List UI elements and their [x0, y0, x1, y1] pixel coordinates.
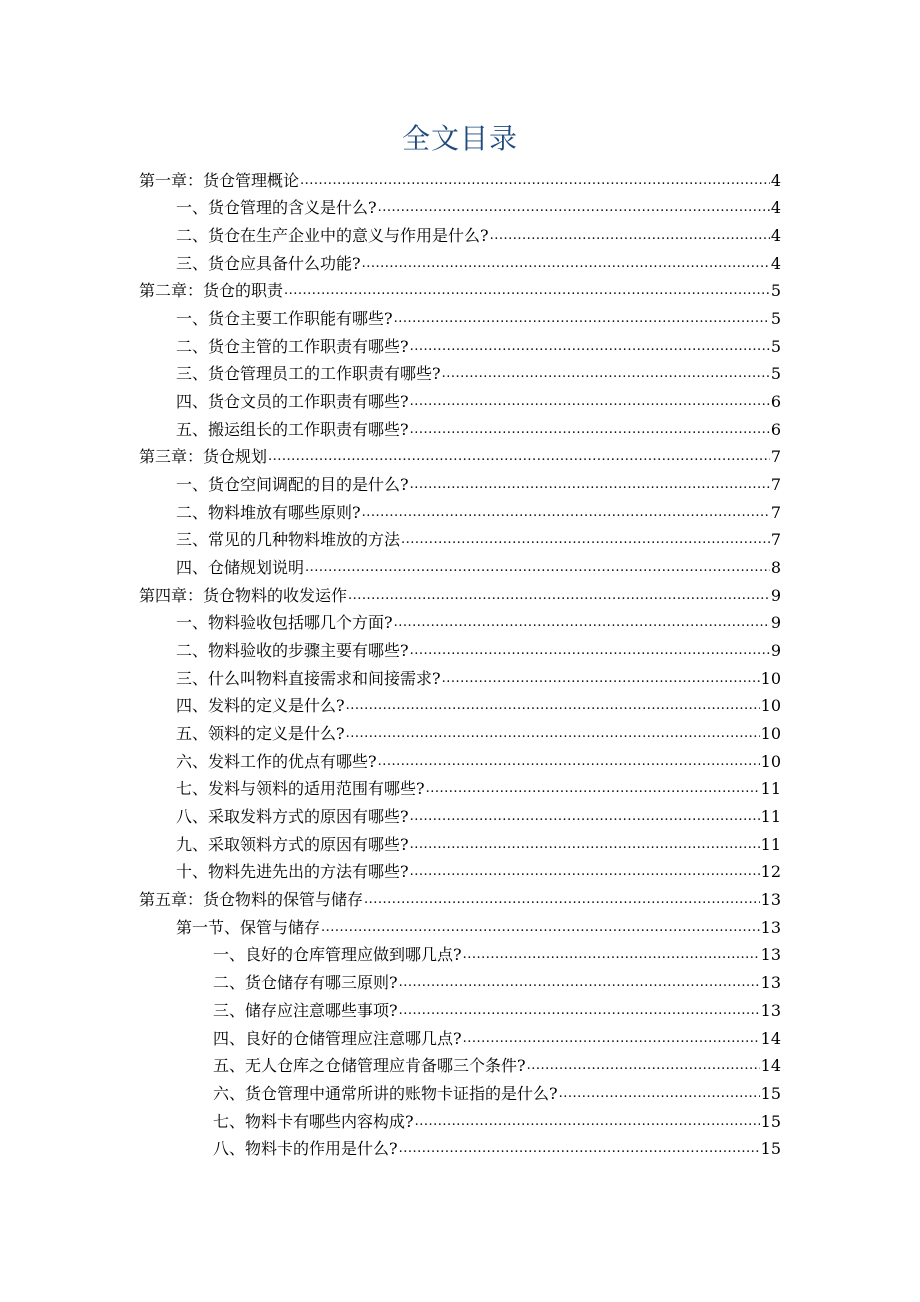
toc-entry-label: 九、采取领料方式的原因有哪些? [176, 834, 409, 854]
toc-entry-page-number: 13 [760, 917, 781, 937]
toc-dot-leader [321, 918, 760, 938]
toc-dot-leader [410, 420, 770, 440]
toc-dot-leader [442, 364, 770, 384]
toc-entry[interactable] [0, 361, 920, 389]
toc-entry-page-number: 11 [760, 834, 781, 854]
toc-entry-page-number: 11 [760, 807, 781, 827]
toc-entry-label: 二、货仓在生产企业中的意义与作用是什么? [176, 226, 489, 246]
toc-entry-label: 四、货仓文员的工作职责有哪些? [176, 392, 409, 412]
toc-entry[interactable] [0, 554, 920, 582]
toc-entry[interactable] [0, 969, 920, 997]
toc-entry-page-number: 4 [770, 170, 781, 190]
toc-entry-label: 第四章：货仓物料的收发运作 [139, 585, 348, 605]
toc-dot-leader [399, 973, 760, 993]
toc-entry-page-number: 11 [760, 779, 781, 799]
toc-entry[interactable] [0, 388, 920, 416]
toc-entry[interactable] [0, 803, 920, 831]
toc-dot-leader [410, 835, 760, 855]
toc-entry-page-number: 12 [760, 862, 781, 882]
toc-entry-page-number: 5 [770, 364, 781, 384]
toc-entry-page-number: 13 [760, 890, 781, 910]
toc-dot-leader [415, 1112, 760, 1132]
toc-entry-label: 一、货仓空间调配的目的是什么? [176, 475, 409, 495]
toc-entry-page-number: 7 [770, 530, 781, 550]
toc-entry-label: 二、物料验收的步骤主要有哪些? [176, 641, 409, 661]
toc-dot-leader [394, 309, 770, 329]
toc-entry-page-number: 5 [770, 309, 781, 329]
toc-entry-label: 第一章：货仓管理概论 [139, 170, 300, 190]
toc-dot-leader [527, 1056, 760, 1076]
toc-entry-page-number: 15 [760, 1111, 781, 1131]
toc-entry[interactable] [0, 720, 920, 748]
toc-dot-leader [346, 696, 760, 716]
toc-dot-leader [463, 1029, 760, 1049]
toc-entry-label: 一、货仓主要工作职能有哪些? [176, 309, 393, 329]
toc-entry-page-number: 14 [760, 1028, 781, 1048]
toc-entry-label: 三、货仓管理员工的工作职责有哪些? [176, 364, 441, 384]
toc-entry-page-number: 9 [770, 641, 781, 661]
toc-entry-label: 三、常见的几种物料堆放的方法 [176, 530, 401, 550]
toc-entry[interactable] [0, 776, 920, 804]
toc-entry-label: 第五章：货仓物料的保管与储存 [139, 890, 364, 910]
toc-entry[interactable] [0, 222, 920, 250]
toc-entry-page-number: 9 [770, 585, 781, 605]
toc-entry[interactable] [0, 1053, 920, 1081]
toc-entry[interactable] [0, 305, 920, 333]
toc-entry-label: 第三章：货仓规划 [139, 447, 268, 467]
toc-entry[interactable] [0, 748, 920, 776]
toc-entry[interactable] [0, 886, 920, 914]
toc-entry-label: 一、物料验收包括哪几个方面? [176, 613, 393, 633]
toc-entry-page-number: 15 [760, 1083, 781, 1103]
toc-dot-leader [394, 613, 770, 633]
toc-entry[interactable] [0, 250, 920, 278]
toc-dot-leader [346, 724, 760, 744]
toc-entry-page-number: 6 [770, 392, 781, 412]
toc-entry[interactable] [0, 1080, 920, 1108]
toc-entry-label: 四、仓储规划说明 [176, 558, 305, 578]
toc-entry-label: 二、物料堆放有哪些原则? [176, 502, 361, 522]
toc-entry[interactable] [0, 195, 920, 223]
toc-entry-page-number: 10 [760, 668, 781, 688]
toc-entry-label: 八、物料卡的作用是什么? [213, 1139, 398, 1159]
toc-entry[interactable] [0, 527, 920, 555]
toc-dot-leader [362, 254, 770, 274]
toc-entry-page-number: 10 [760, 724, 781, 744]
toc-entry-label: 十、物料先进先出的方法有哪些? [176, 862, 409, 882]
toc-entry-label: 二、货仓储存有哪三原则? [213, 973, 398, 993]
toc-entry-label: 一、良好的仓库管理应做到哪几点? [213, 945, 462, 965]
toc-dot-leader [284, 281, 770, 301]
toc-dot-leader [463, 945, 760, 965]
toc-entry-page-number: 7 [770, 447, 781, 467]
toc-entry-label: 五、无人仓库之仓储管理应肯备哪三个条件? [213, 1056, 526, 1076]
toc-entry[interactable] [0, 665, 920, 693]
toc-entry[interactable] [0, 942, 920, 970]
toc-entry-page-number: 7 [770, 502, 781, 522]
toc-entry-label: 六、发料工作的优点有哪些? [176, 751, 377, 771]
toc-title: 全文目录 [401, 122, 518, 155]
toc-entry-page-number: 10 [760, 696, 781, 716]
toc-entry-page-number: 5 [770, 336, 781, 356]
toc-entry-page-number: 14 [760, 1056, 781, 1076]
toc-entry[interactable] [0, 499, 920, 527]
toc-entry-page-number: 4 [770, 198, 781, 218]
toc-dot-leader [399, 1139, 760, 1159]
toc-entry-label: 二、货仓主管的工作职责有哪些? [176, 336, 409, 356]
toc-entry-label: 四、发料的定义是什么? [176, 696, 345, 716]
toc-dot-leader [426, 779, 760, 799]
toc-entry-label: 第二章：货仓的职责 [139, 281, 284, 301]
toc-entry-page-number: 9 [770, 613, 781, 633]
toc-entry-label: 一、货仓管理的含义是什么? [176, 198, 377, 218]
toc-dot-leader [364, 890, 760, 910]
toc-entry-label: 三、什么叫物料直接需求和间接需求? [176, 668, 441, 688]
toc-dot-leader [490, 226, 770, 246]
toc-entry[interactable] [0, 831, 920, 859]
toc-entry[interactable] [0, 582, 920, 610]
toc-entry[interactable] [0, 278, 920, 306]
toc-entry[interactable] [0, 416, 920, 444]
toc-entry[interactable] [0, 997, 920, 1025]
toc-entry[interactable] [0, 444, 920, 472]
toc-entry-label: 三、储存应注意哪些事项? [213, 1000, 398, 1020]
toc-entry-page-number: 4 [770, 226, 781, 246]
toc-entry-page-number: 15 [760, 1139, 781, 1159]
toc-entry-label: 六、货仓管理中通常所讲的账物卡证指的是什么? [213, 1083, 558, 1103]
toc-entry-page-number: 6 [770, 419, 781, 439]
toc-dot-leader [305, 558, 770, 578]
toc-entry-page-number: 10 [760, 751, 781, 771]
toc-entry-label: 第一节、保管与储存 [176, 917, 321, 937]
toc-entry-label: 四、良好的仓储管理应注意哪几点? [213, 1028, 462, 1048]
toc-entry-label: 五、搬运组长的工作职责有哪些? [176, 419, 409, 439]
toc-entry-page-number: 13 [760, 945, 781, 965]
toc-entry[interactable] [0, 471, 920, 499]
toc-dot-leader [348, 586, 770, 606]
toc-entry[interactable] [0, 610, 920, 638]
toc-entry[interactable] [0, 333, 920, 361]
toc-dot-leader [442, 669, 760, 689]
toc-entry[interactable] [0, 859, 920, 887]
toc-entry-page-number: 4 [770, 253, 781, 273]
toc-entry[interactable] [0, 167, 920, 195]
toc-entry-page-number: 7 [770, 475, 781, 495]
toc-entry[interactable] [0, 693, 920, 721]
toc-dot-leader [410, 475, 770, 495]
toc-entry-page-number: 5 [770, 281, 781, 301]
toc-dot-leader [401, 530, 770, 550]
toc-dot-leader [410, 337, 770, 357]
toc-dot-leader [378, 198, 770, 218]
toc-entry[interactable] [0, 1108, 920, 1136]
toc-dot-leader [410, 807, 760, 827]
toc-entry[interactable] [0, 1136, 920, 1164]
toc-dot-leader [559, 1084, 760, 1104]
toc-dot-leader [268, 447, 770, 467]
toc-dot-leader [300, 171, 770, 191]
toc-entry-label: 七、发料与领料的适用范围有哪些? [176, 779, 425, 799]
toc-dot-leader [410, 392, 770, 412]
toc-dot-leader [399, 1001, 760, 1021]
toc-entry-label: 七、物料卡有哪些内容构成? [213, 1111, 414, 1131]
toc-dot-leader [410, 641, 770, 661]
toc-entry-page-number: 13 [760, 973, 781, 993]
toc-entry-label: 五、领料的定义是什么? [176, 724, 345, 744]
toc-entry-page-number: 8 [770, 558, 781, 578]
toc-list [0, 167, 920, 1163]
toc-dot-leader [362, 503, 770, 523]
toc-dot-leader [410, 862, 760, 882]
toc-entry-label: 三、货仓应具备什么功能? [176, 253, 361, 273]
toc-dot-leader [378, 752, 760, 772]
toc-entry[interactable] [0, 1025, 920, 1053]
toc-entry[interactable] [0, 914, 920, 942]
toc-entry[interactable] [0, 637, 920, 665]
toc-entry-page-number: 13 [760, 1000, 781, 1020]
toc-entry-label: 八、采取发料方式的原因有哪些? [176, 807, 409, 827]
